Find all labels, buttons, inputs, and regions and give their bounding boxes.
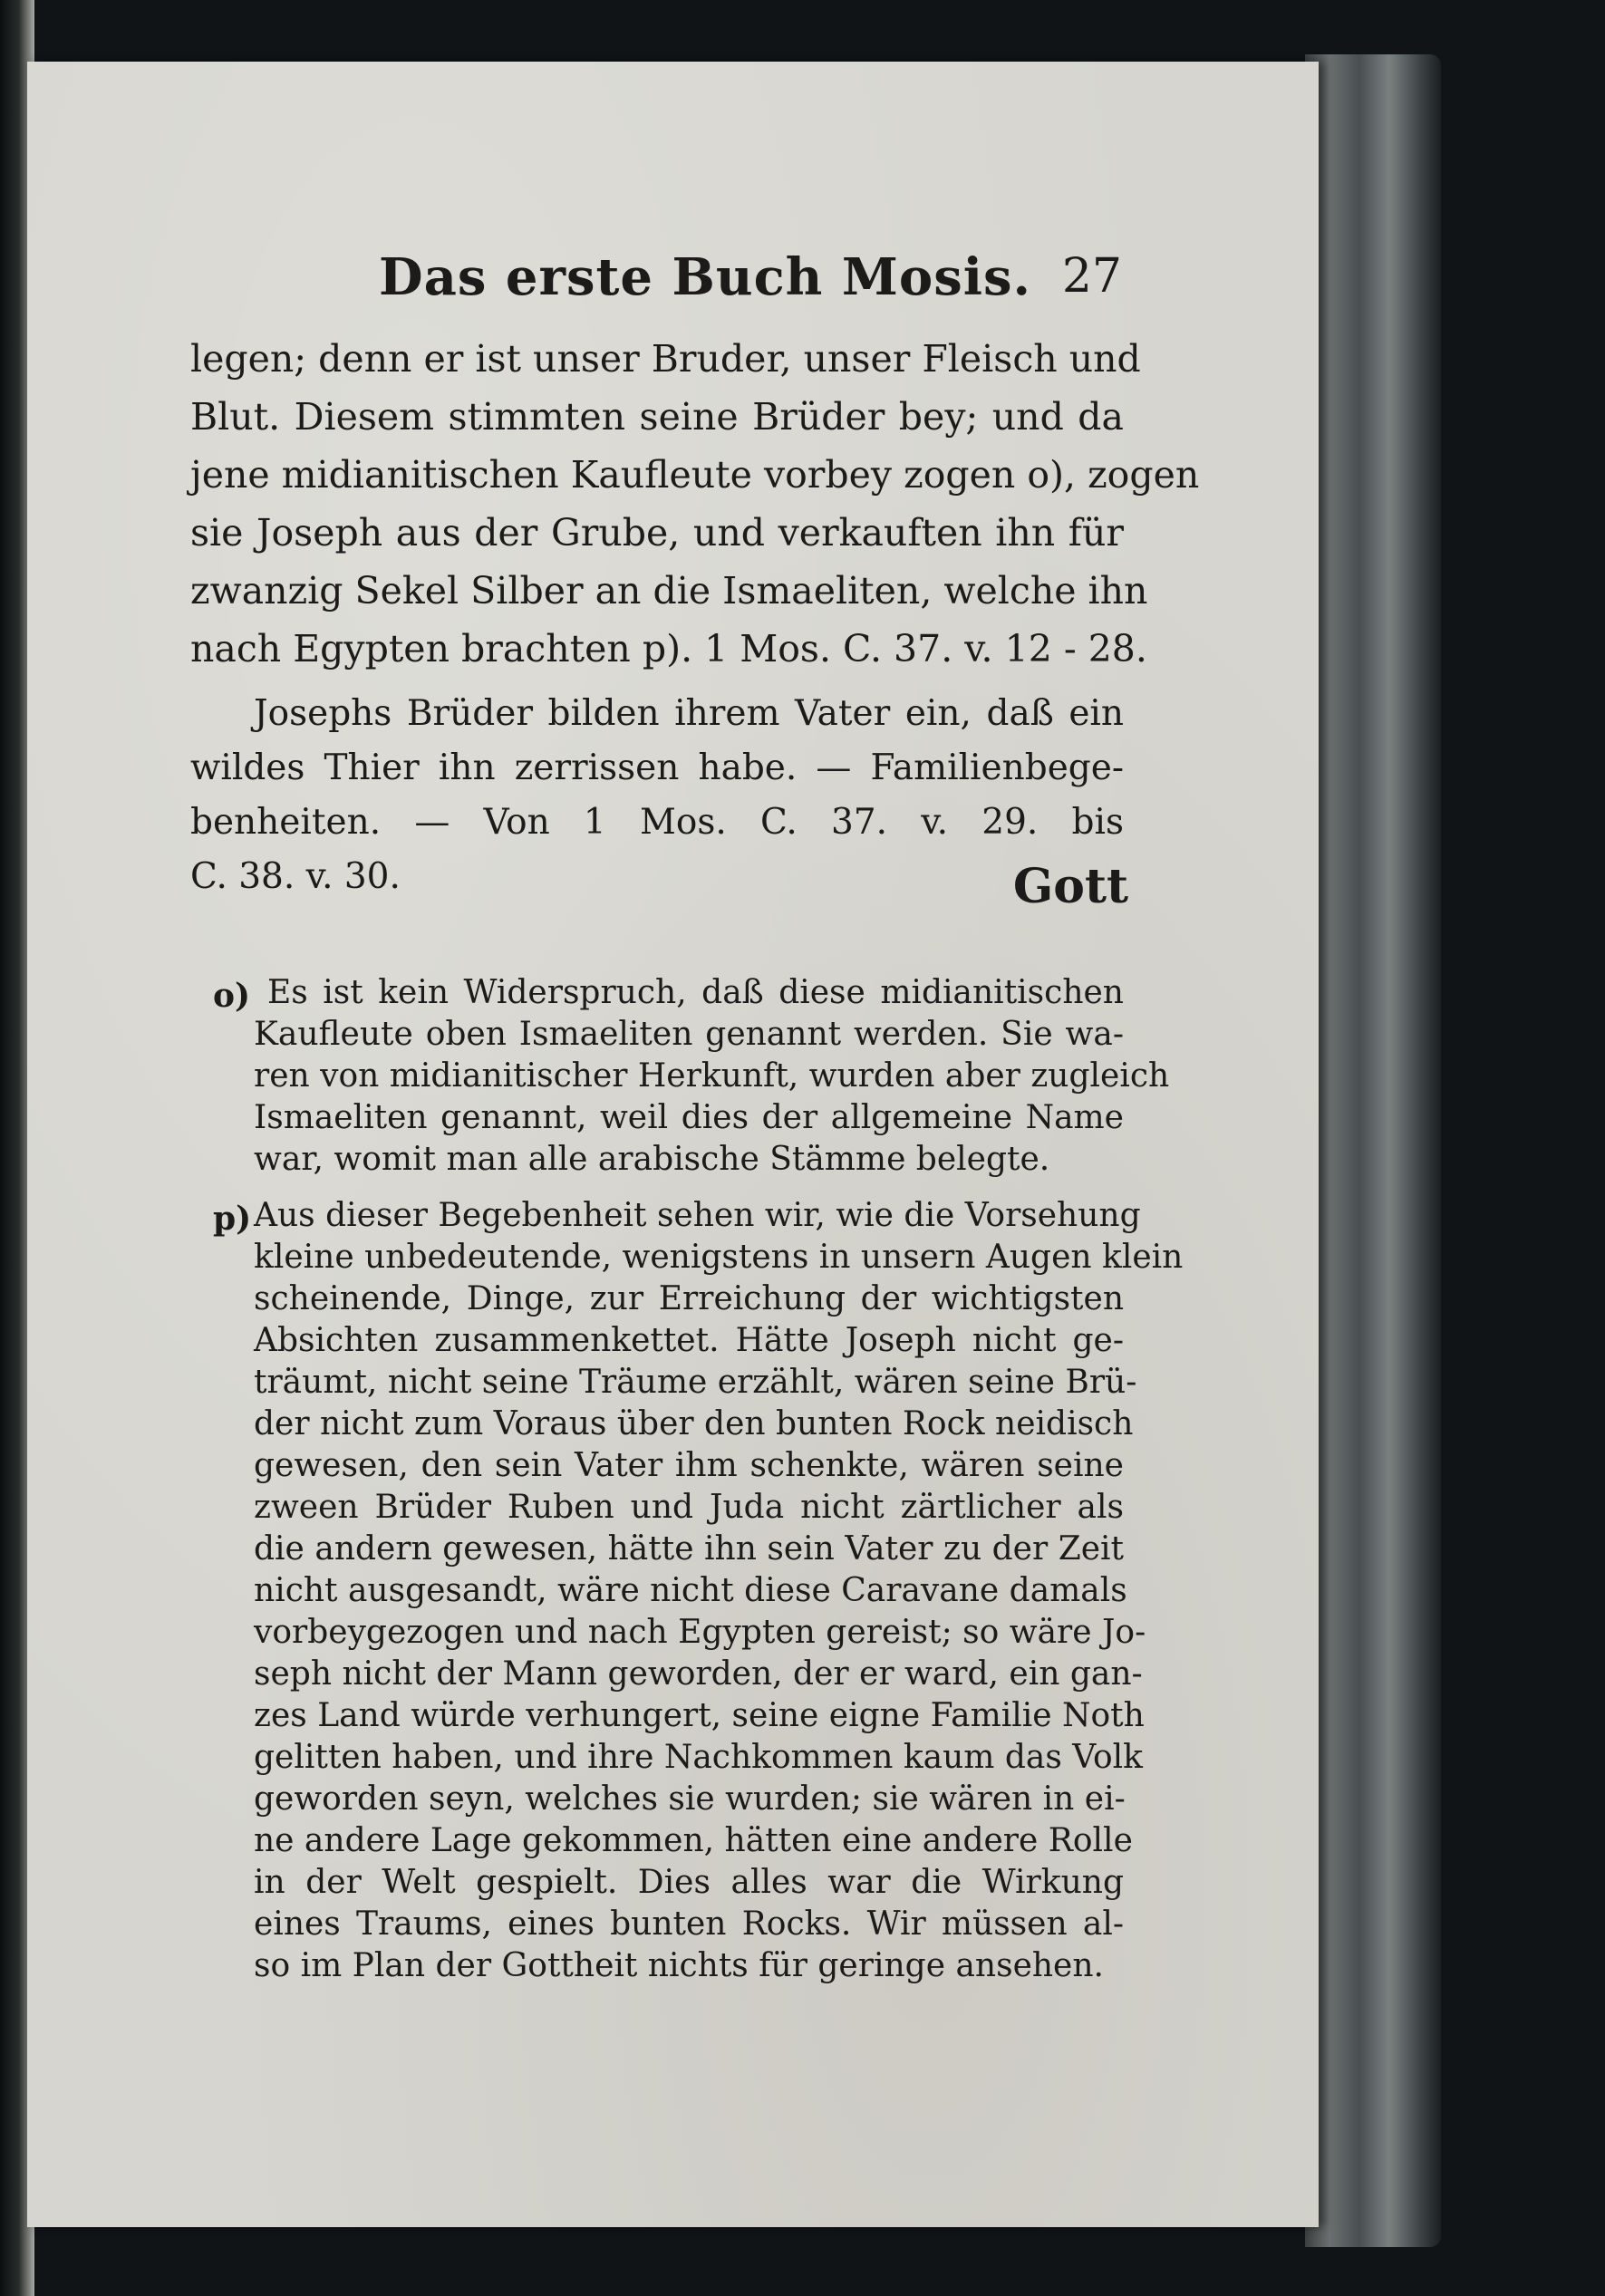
footnote-line: zes Land würde verhungert, seine eigne Familie Noth — [254, 1697, 1145, 1734]
page-header — [379, 247, 1122, 311]
footnote-line: gelitten haben, und ihre Nachkommen kaum das Volk — [254, 1739, 1143, 1776]
text-line: nach Egypten brachten p). 1 Mos. C. 37. v. 12 - 28. — [190, 627, 1147, 670]
footnote-line: war, womit man alle arabische Stämme belegte. — [254, 1141, 1050, 1178]
footnote-line: geworden seyn, welches sie wurden; sie wären in ei- — [254, 1780, 1126, 1818]
footnote-line: kleine unbedeutende, wenigstens in unsern Augen klein — [254, 1239, 1184, 1276]
footnote-line: scheinende, Dinge, zur Erreichung der wichtigsten — [254, 1280, 1124, 1317]
footnote-line: eines Traums, eines bunten Rocks. Wir müssen al- — [254, 1905, 1124, 1943]
catchword: Gott — [1012, 859, 1128, 914]
footnote-line: Absichten zusammenkettet. Hätte Joseph nicht ge- — [254, 1322, 1124, 1359]
footnote-line: so im Plan der Gottheit nichts für geringe ansehen. — [254, 1947, 1104, 1984]
footnote-line: vorbeygezogen und nach Egypten gereist; so wäre Jo- — [254, 1614, 1146, 1651]
footnote-line: seph nicht der Mann geworden, der er ward, ein gan- — [254, 1655, 1143, 1693]
footnote-marker: p) — [213, 1200, 252, 1238]
footnote-line: gewesen, den sein Vater ihm schenkte, wären seine — [254, 1447, 1124, 1484]
running-title: Das erste Buch Mosis. — [379, 247, 1032, 307]
book-fore-edge — [1305, 54, 1441, 2247]
book-page — [27, 62, 1319, 2227]
footnote-marker: o) — [213, 977, 251, 1015]
footnote-line: träumt, nicht seine Träume erzählt, wären seine Brü- — [254, 1364, 1137, 1401]
footnote-line: die andern gewesen, hätte ihn sein Vater zu der Zeit — [254, 1530, 1124, 1568]
summary-line: benheiten. — Von 1 Mos. C. 37. v. 29. bis — [190, 802, 1124, 843]
text-line: jene midianitischen Kaufleute vorbey zogen o), zogen — [190, 453, 1200, 497]
text-line: Blut. Diesem stimmten seine Brüder bey; und da — [190, 395, 1124, 439]
summary-line: wildes Thier ihn zerrissen habe. — Familienbege- — [190, 748, 1124, 788]
footnote-line: ne andere Lage gekommen, hätten eine andere Rolle — [254, 1822, 1133, 1859]
footnote-line: der nicht zum Voraus über den bunten Rock neidisch — [254, 1405, 1134, 1442]
text-line: sie Joseph aus der Grube, und verkauften ihn für — [190, 511, 1124, 555]
footnote-line: ren von midianitischer Herkunft, wurden aber zugleich — [254, 1057, 1170, 1095]
footnote-line: nicht ausgesandt, wäre nicht diese Caravane damals — [254, 1572, 1127, 1609]
text-line: zwanzig Sekel Silber an die Ismaeliten, welche ihn — [190, 569, 1148, 613]
footnote-line: zween Brüder Ruben und Juda nicht zärtlicher als — [254, 1489, 1124, 1526]
footnote-line: Es ist kein Widerspruch, daß diese midianitischen — [267, 974, 1124, 1011]
footnote-line: in der Welt gespielt. Dies alles war die Wirkung — [254, 1864, 1124, 1901]
footnote-line: Kaufleute oben Ismaeliten genannt werden. Sie wa- — [254, 1016, 1124, 1053]
footnote-line: Aus dieser Begebenheit sehen wir, wie die Vorsehung — [254, 1197, 1141, 1234]
footnote-line: Ismaeliten genannt, weil dies der allgemeine Name — [254, 1099, 1124, 1136]
text-line: legen; denn er ist unser Bruder, unser Fleisch und — [190, 337, 1141, 381]
summary-line: Josephs Brüder bilden ihrem Vater ein, daß ein — [254, 693, 1124, 734]
page-number: 27 — [1061, 249, 1122, 304]
summary-line: C. 38. v. 30. — [190, 856, 401, 897]
